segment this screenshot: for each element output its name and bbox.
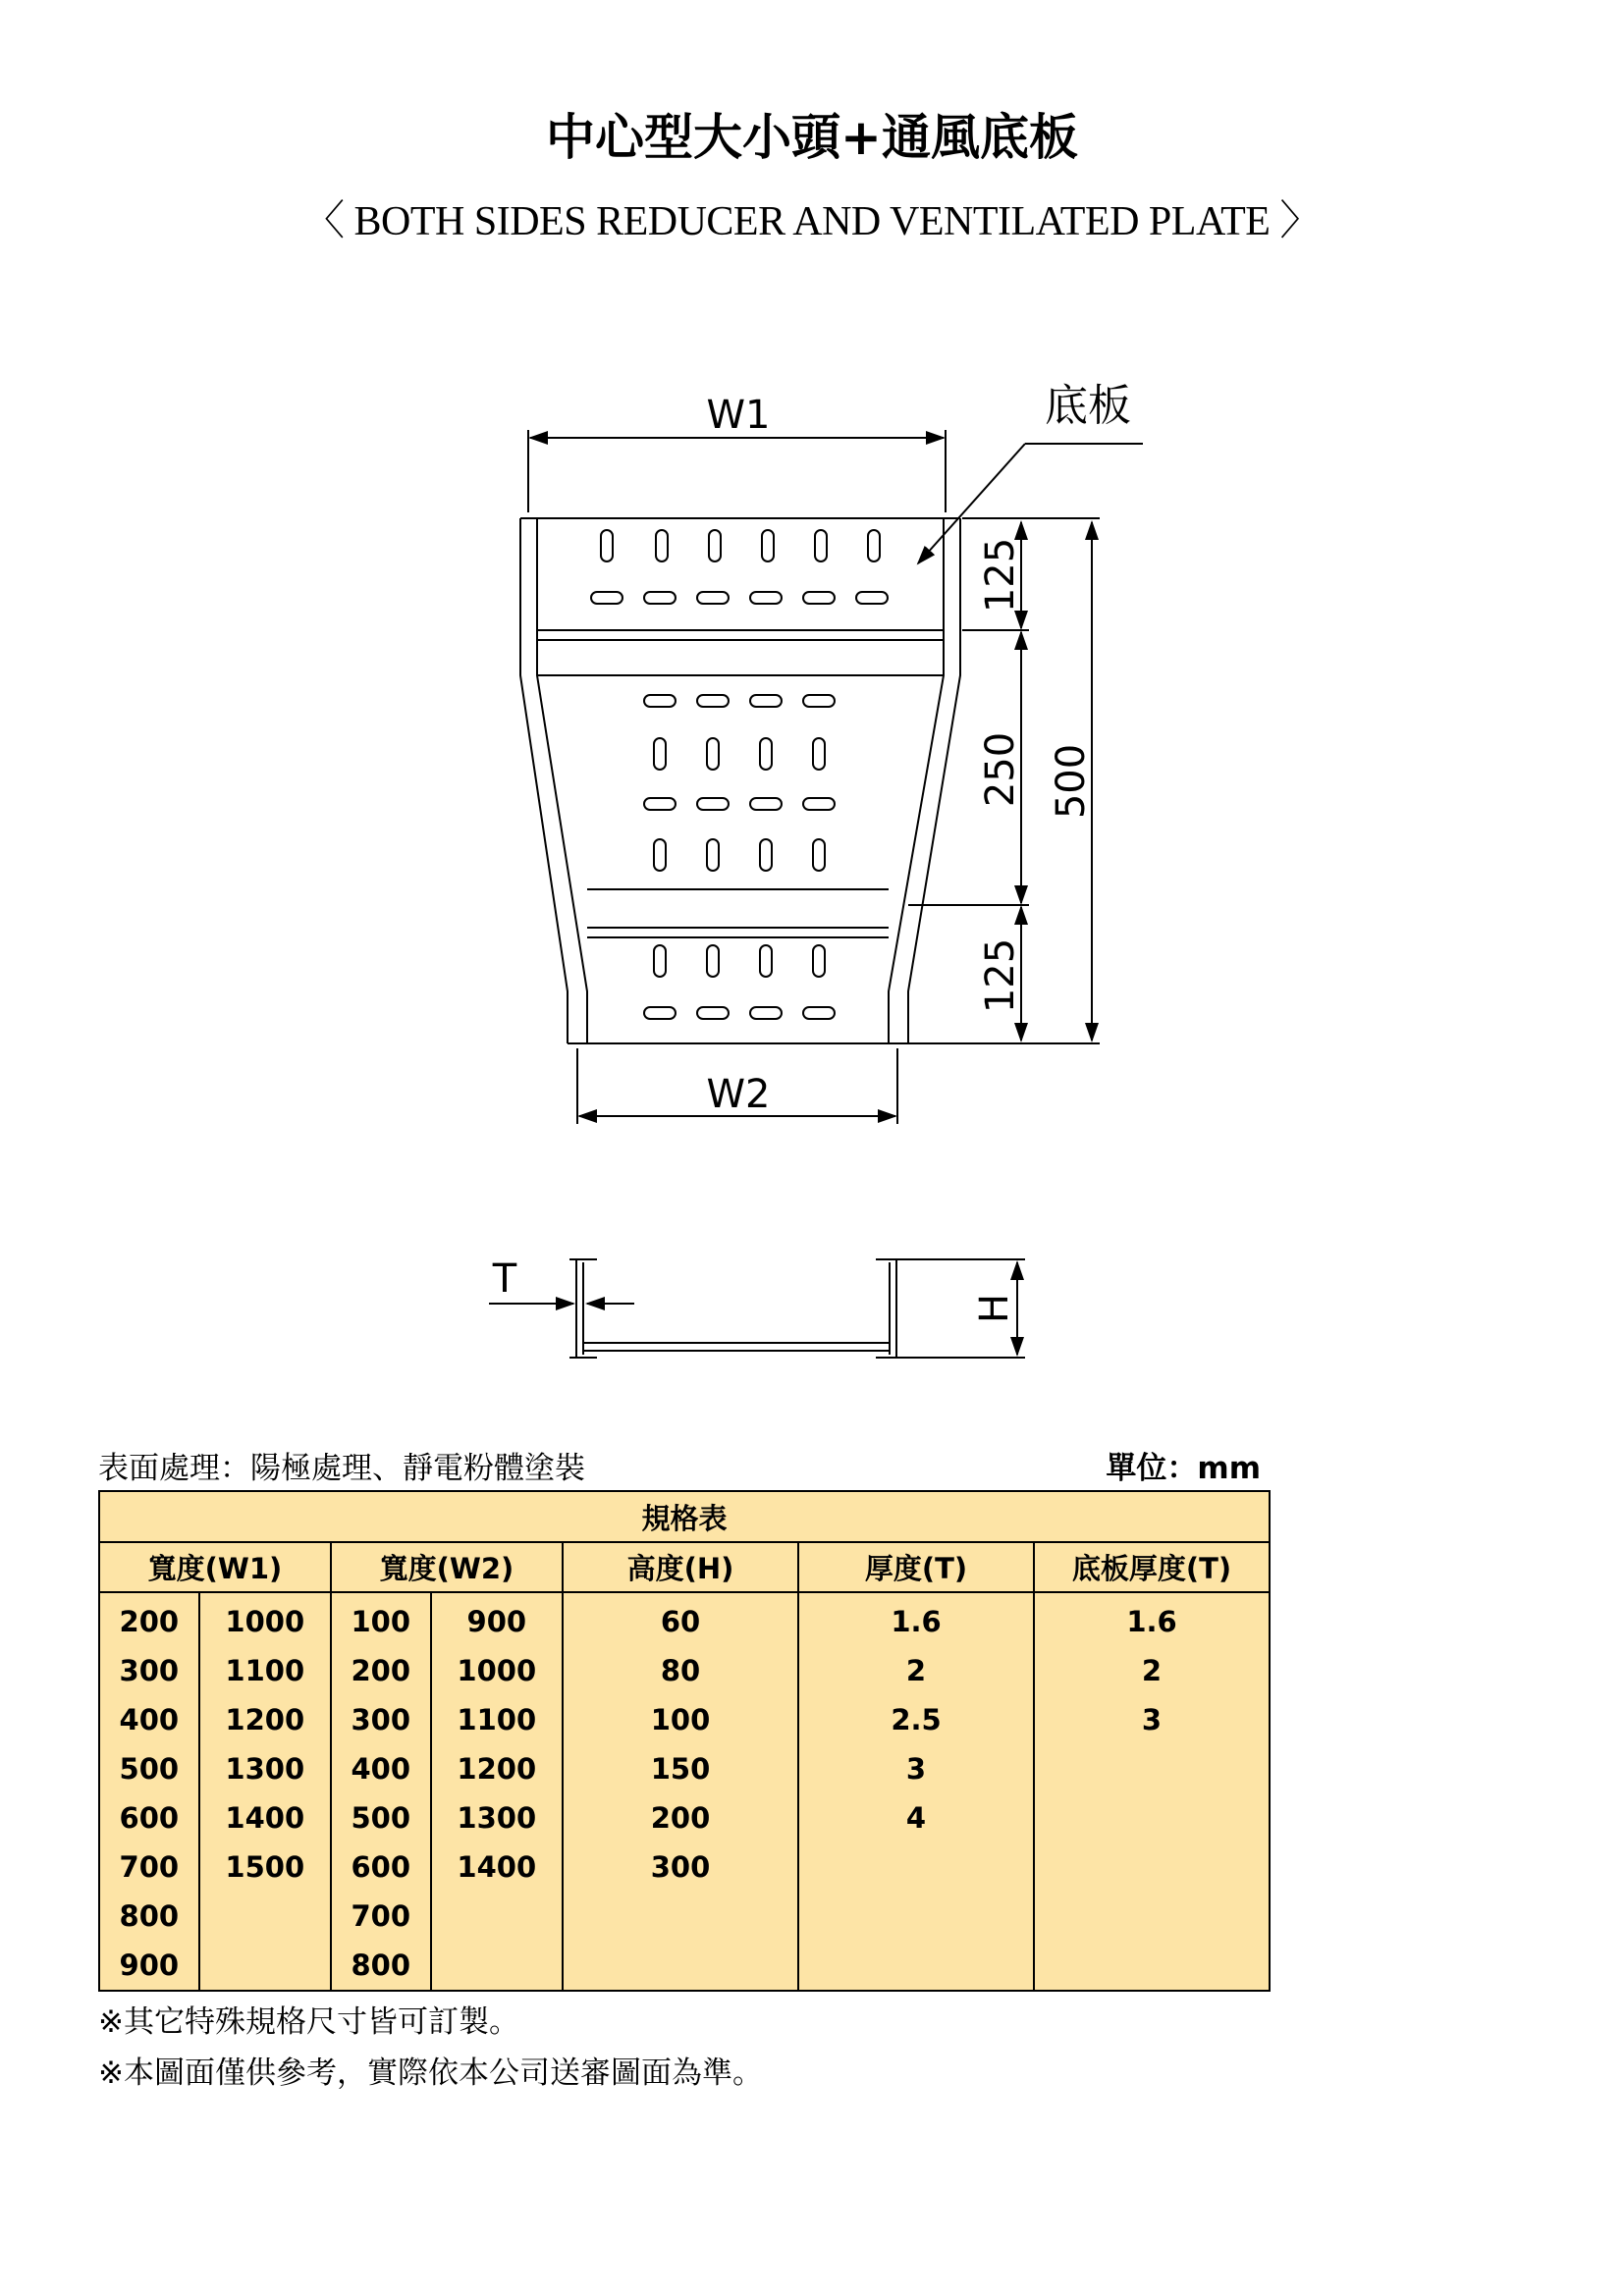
table-cell: 300 [99,1646,199,1695]
h-label: H [972,1293,1017,1324]
table-cell: 4 [798,1793,1034,1842]
w2-label: W2 [706,1072,771,1117]
page-title: 中心型大小頭+通風底板 [546,109,1078,166]
ventilation-slots [591,530,888,1019]
table-cell: 1400 [431,1842,563,1892]
table-cell [431,1941,563,1991]
header-w2: 寬度(W2) [331,1542,563,1592]
table-cell: 500 [99,1744,199,1793]
table-cell: 1300 [431,1793,563,1842]
table-cell: 100 [563,1695,798,1744]
table-row [99,1892,1270,1941]
table-cell: 800 [331,1941,431,1991]
table-cell: 600 [331,1842,431,1892]
page-subtitle: 〈 BOTH SIDES REDUCER AND VENTILATED PLATE 〉 [303,199,1321,244]
table-cell: 2.5 [798,1695,1034,1744]
table-cell: 2 [798,1646,1034,1695]
dim-total-label: 500 [1049,743,1094,820]
table-row [99,1592,1270,1646]
table-cell: 1000 [199,1592,331,1646]
table-cell: 2 [1034,1646,1270,1695]
table-row [99,1695,1270,1744]
table-cell: 200 [331,1646,431,1695]
header-plate-t: 底板厚度(T) [1034,1542,1270,1592]
table-cell: 400 [99,1695,199,1744]
table-cell [798,1892,1034,1941]
t-label: T [492,1256,517,1302]
table-cell: 1.6 [798,1592,1034,1646]
table-cell: 3 [1034,1695,1270,1744]
left-inner-rail [537,518,587,1043]
table-cell: 1500 [199,1842,331,1892]
table-cell: 100 [331,1592,431,1646]
surface-treatment: 表面處理：陽極處理、靜電粉體塗裝 [98,1451,585,1486]
right-inner-rail [889,518,944,1043]
table-row [99,1744,1270,1793]
table-cell: 300 [331,1695,431,1744]
w1-label: W1 [706,393,771,438]
table-cell: 1200 [431,1744,563,1793]
table-cell: 900 [431,1592,563,1646]
right-outer-rail [908,518,960,1043]
table-row [99,1793,1270,1842]
table-row [99,1941,1270,1991]
table-cell: 700 [331,1892,431,1941]
table-cell [199,1892,331,1941]
table-cell: 1.6 [1034,1592,1270,1646]
table-cell [1034,1744,1270,1793]
table-cell [431,1892,563,1941]
table-cell: 400 [331,1744,431,1793]
header-h: 高度(H) [563,1542,798,1592]
unit-label: 單位：mm [1106,1451,1261,1486]
plate-label: 底板 [1045,381,1131,431]
table-cell: 80 [563,1646,798,1695]
table-cell [199,1941,331,1991]
table-cell: 60 [563,1592,798,1646]
table-cell: 1100 [431,1695,563,1744]
table-cell: 200 [99,1592,199,1646]
table-cell: 500 [331,1793,431,1842]
table-cell: 300 [563,1842,798,1892]
dim-mid-label: 250 [978,731,1023,808]
table-cell [1034,1941,1270,1991]
table-cell: 600 [99,1793,199,1842]
table-cell: 1300 [199,1744,331,1793]
dim-top-label: 125 [978,537,1023,614]
table-cell: 150 [563,1744,798,1793]
table-cell: 3 [798,1744,1034,1793]
note-custom: ※其它特殊規格尺寸皆可訂製。 [98,2004,519,2040]
header-t: 厚度(T) [798,1542,1034,1592]
table-cell: 1400 [199,1793,331,1842]
table-row [99,1842,1270,1892]
table-row [99,1646,1270,1695]
table-cell: 1100 [199,1646,331,1695]
table-cell [1034,1842,1270,1892]
table-caption: 規格表 [99,1491,1270,1542]
table-cell [1034,1793,1270,1842]
dim-bottom-label: 125 [978,937,1023,1014]
table-cell [798,1842,1034,1892]
table-cell [563,1941,798,1991]
table-cell: 1200 [199,1695,331,1744]
table-cell: 800 [99,1892,199,1941]
spec-table [98,1490,1271,1992]
table-cell: 700 [99,1842,199,1892]
left-outer-rail [520,518,568,1043]
table-cell [563,1892,798,1941]
header-w1: 寬度(W1) [99,1542,331,1592]
table-cell [1034,1892,1270,1941]
note-reference: ※本圖面僅供參考，實際依本公司送審圖面為準。 [98,2056,763,2091]
cross-section-drawing [489,1259,1025,1358]
table-cell [798,1941,1034,1991]
table-cell: 200 [563,1793,798,1842]
table-cell: 1000 [431,1646,563,1695]
table-cell: 900 [99,1941,199,1991]
